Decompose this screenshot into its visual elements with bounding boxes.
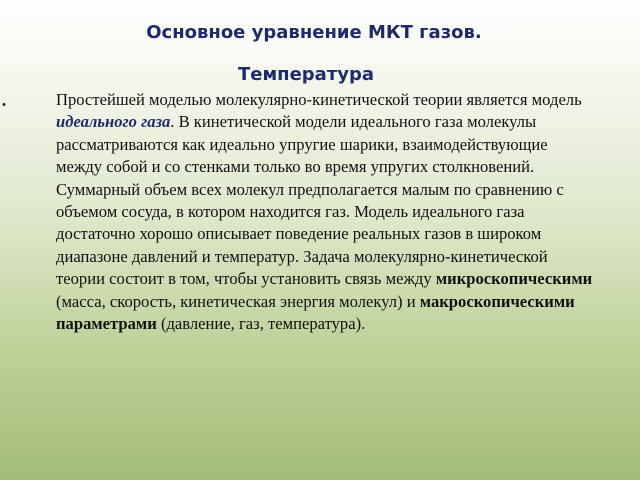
text-segment: (масса, скорость, кинетическая энергия молекул) и: [56, 291, 420, 311]
text-segment: Простейшей моделью молекулярно-кинетической теории является модель: [56, 90, 582, 109]
body-paragraph: [56, 89, 596, 335]
slide-title: Основное уравнение МКТ газов.: [146, 22, 482, 43]
text-segment: . В кинетической модели идеального газа молекулы рассматриваются как идеально упругие шарики, взаимодействующие между собой и со стенками только во время упругих столкновений. Суммарный объем всех молекул предполагается малым по сравнению с объемом сосуда, в котором находится газ. Модель идеального газа достаточно хорошо описывает поведение реальных газов в широком диапазоне давлений и температур. Задача молекулярно-кинетической теории состоит в том, чтобы установить связь между: [56, 112, 564, 289]
macroscopic-term: макроскопическими параметрами: [56, 291, 575, 334]
slide-subtitle: Температура: [237, 64, 375, 85]
microscopic-term: микроскопическими: [435, 269, 593, 289]
bullet-marker: •: [2, 99, 6, 111]
bullet-item: [2, 89, 596, 335]
text-segment: (давление, газ, температура).: [156, 314, 366, 334]
ideal-gas-term: идеального газа: [56, 112, 171, 132]
